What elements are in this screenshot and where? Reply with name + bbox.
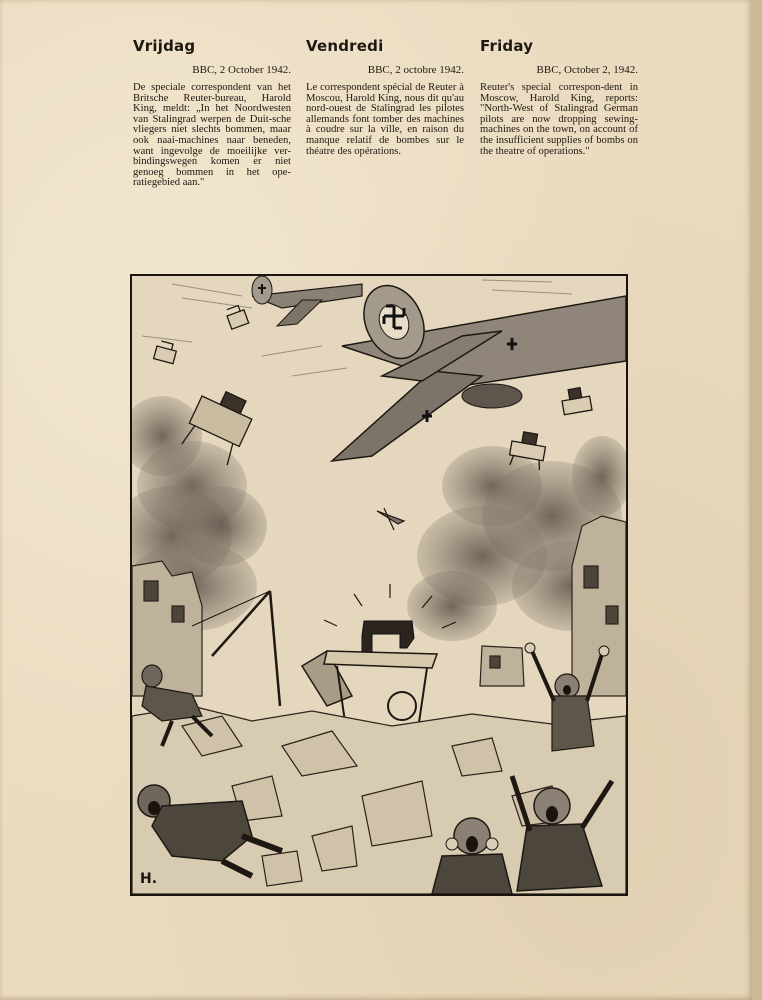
- source-line-english: BBC, October 2, 1942.: [536, 64, 638, 76]
- artist-signature: H.: [140, 871, 158, 887]
- column-french: [306, 36, 464, 157]
- source-line-french: BBC, 2 octobre 1942.: [367, 64, 464, 76]
- column-english: [480, 36, 638, 157]
- day-title-english: Friday: [480, 37, 534, 55]
- day-title-french: Vendredi: [306, 37, 384, 55]
- cartoon-illustration: [130, 274, 628, 896]
- source-line-dutch: BBC, 2 October 1942.: [192, 64, 291, 76]
- day-title-dutch: Vrijdag: [133, 37, 196, 55]
- report-text-french: Le correspondent spécial de Reuter à Moscou, Harold King, nous dit qu'au nord-ouest de Stalingrad les pilotes allemands font tomber des machines à coudre sur la ville, en raison du manque relatif de bombes sur le théatre des opérations.: [306, 82, 464, 157]
- report-text-english: Reuter's special correspon-dent in Moscow, Harold King, reports: "North-West of Stalingrad German pilots are now dropping sewing-machines on the town, on account of the insufficient supplies of bombs on the theatre of operations.": [480, 82, 638, 157]
- cartoon-drawing: [132, 276, 626, 894]
- column-dutch: [133, 36, 291, 189]
- report-text-dutch: De speciale correspondent van het Britsche Reuter-bureau, Harold King, meldt: „In het Noordwesten van Stalingrad werpen de Duit-sche vliegers niet slechts bommen, maar ook naai-machines naar beneden, want ingevolge de moeilijke ver-bindingswegen komen er niet genoeg bommen in het ope-ratiegebied aan.": [133, 82, 291, 189]
